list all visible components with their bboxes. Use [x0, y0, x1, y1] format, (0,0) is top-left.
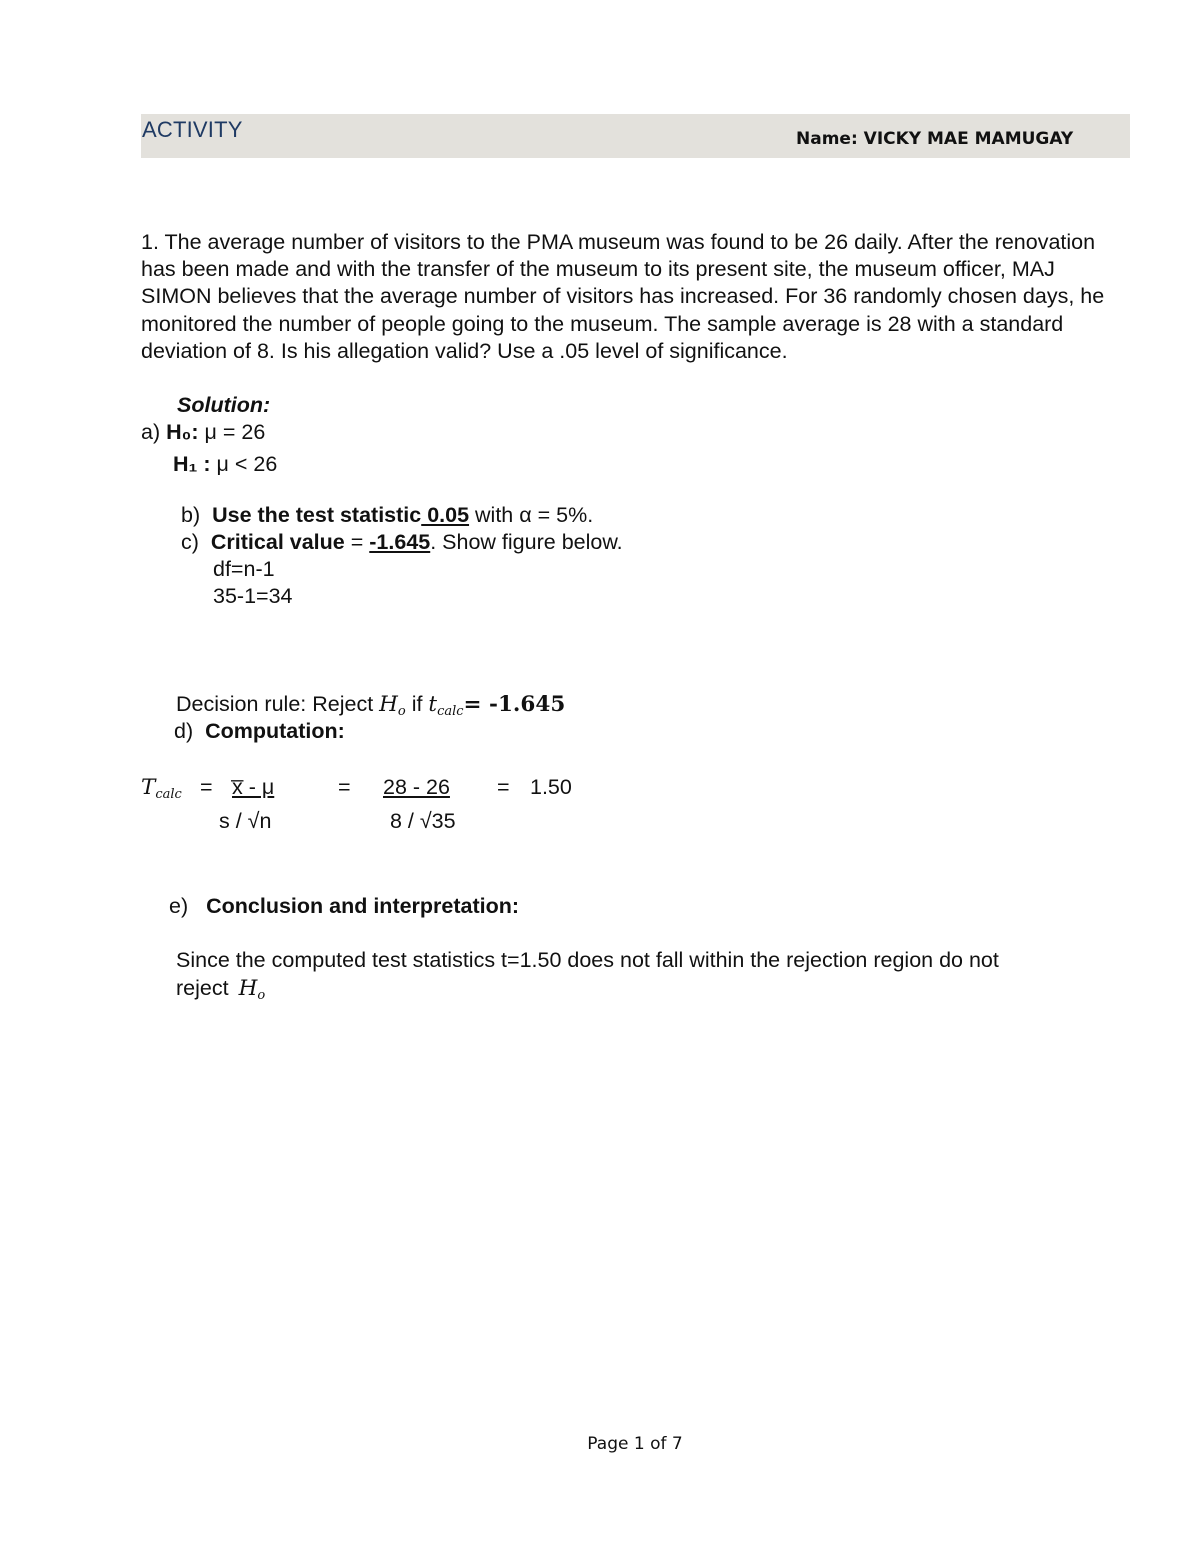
decision-value: = -1.645 [463, 692, 566, 717]
denominator-values: 8 / √35 [390, 809, 456, 833]
part-b [181, 503, 593, 528]
h0-label: H₀: [166, 420, 199, 444]
denominator-formula: s / √n [219, 809, 272, 833]
part-c-prefix: c) [181, 530, 199, 554]
conclusion-h-sub: o [257, 988, 266, 1003]
equals-3: = [497, 775, 510, 799]
critical-value: -1.645 [369, 530, 431, 554]
decision-rule [176, 692, 565, 719]
equals-2: = [338, 775, 351, 799]
h1-label: H₁ : [173, 452, 211, 476]
part-e [169, 894, 519, 919]
part-d-prefix: d) [174, 719, 194, 743]
activity-title: ACTIVITY [142, 117, 243, 142]
problem-statement: 1. The average number of visitors to the PMA museum was found to be 26 daily. After the renovation has been made and with the transfer of the museum to its present site, the museum officer, MAJ SIMON believes that the average number of visitors has increased. For 36 randomly chosen days, he monitored the number of people going to the museum. The sample average is 28 with a standard deviation of 8. Is his allegation valid? Use a .05 level of significance. [141, 230, 1105, 363]
conclusion-reject: reject [176, 976, 235, 1000]
decision-t-sub: calc [437, 704, 464, 719]
solution-label: Solution: [177, 393, 271, 417]
part-b-label: Use the test statistic [212, 503, 422, 527]
h0-relation: μ = 26 [204, 420, 266, 444]
t-calc-t: T [141, 775, 156, 800]
decision-prefix: Decision rule: Reject [176, 692, 380, 716]
decision-h-sub: o [397, 704, 406, 719]
df-value: 35-1=34 [213, 584, 293, 608]
h1-relation: μ < 26 [216, 452, 278, 476]
part-b-rest: with α = 5%. [469, 503, 594, 527]
numerator-formula: x̅ - μ [232, 775, 275, 799]
df-formula: df=n-1 [213, 557, 275, 581]
numerator-values: 28 - 26 [383, 775, 450, 799]
page-number: Page 1 of 7 [587, 1434, 683, 1454]
test-statistic-value: 0.05 [421, 503, 470, 527]
part-c [181, 530, 623, 555]
t-calc-symbol [141, 775, 182, 802]
part-c-rest: . Show figure below. [430, 530, 623, 554]
decision-t: t [428, 692, 438, 717]
part-d [174, 719, 345, 744]
part-a-prefix: a) [141, 420, 161, 444]
decision-h: H [379, 692, 398, 717]
part-a-h1 [173, 452, 277, 477]
part-c-label: Critical value [210, 530, 345, 554]
part-a-h0 [141, 420, 265, 445]
part-d-label: Computation: [205, 719, 345, 743]
conclusion-line-1: Since the computed test statistics t=1.50 does not fall within the rejection region do not [176, 948, 999, 972]
part-b-prefix: b) [181, 503, 201, 527]
part-e-prefix: e) [169, 894, 189, 918]
result-value: 1.50 [530, 775, 572, 799]
decision-if: if [405, 692, 429, 716]
conclusion-line-2 [176, 976, 265, 1003]
conclusion-h: H [238, 976, 258, 1001]
part-e-label: Conclusion and interpretation: [206, 894, 520, 918]
t-calc-sub: calc [155, 787, 182, 802]
part-c-eq: = [344, 530, 370, 554]
student-name: Name: VICKY MAE MAMUGAY [796, 129, 1074, 149]
equals-1: = [200, 775, 213, 799]
